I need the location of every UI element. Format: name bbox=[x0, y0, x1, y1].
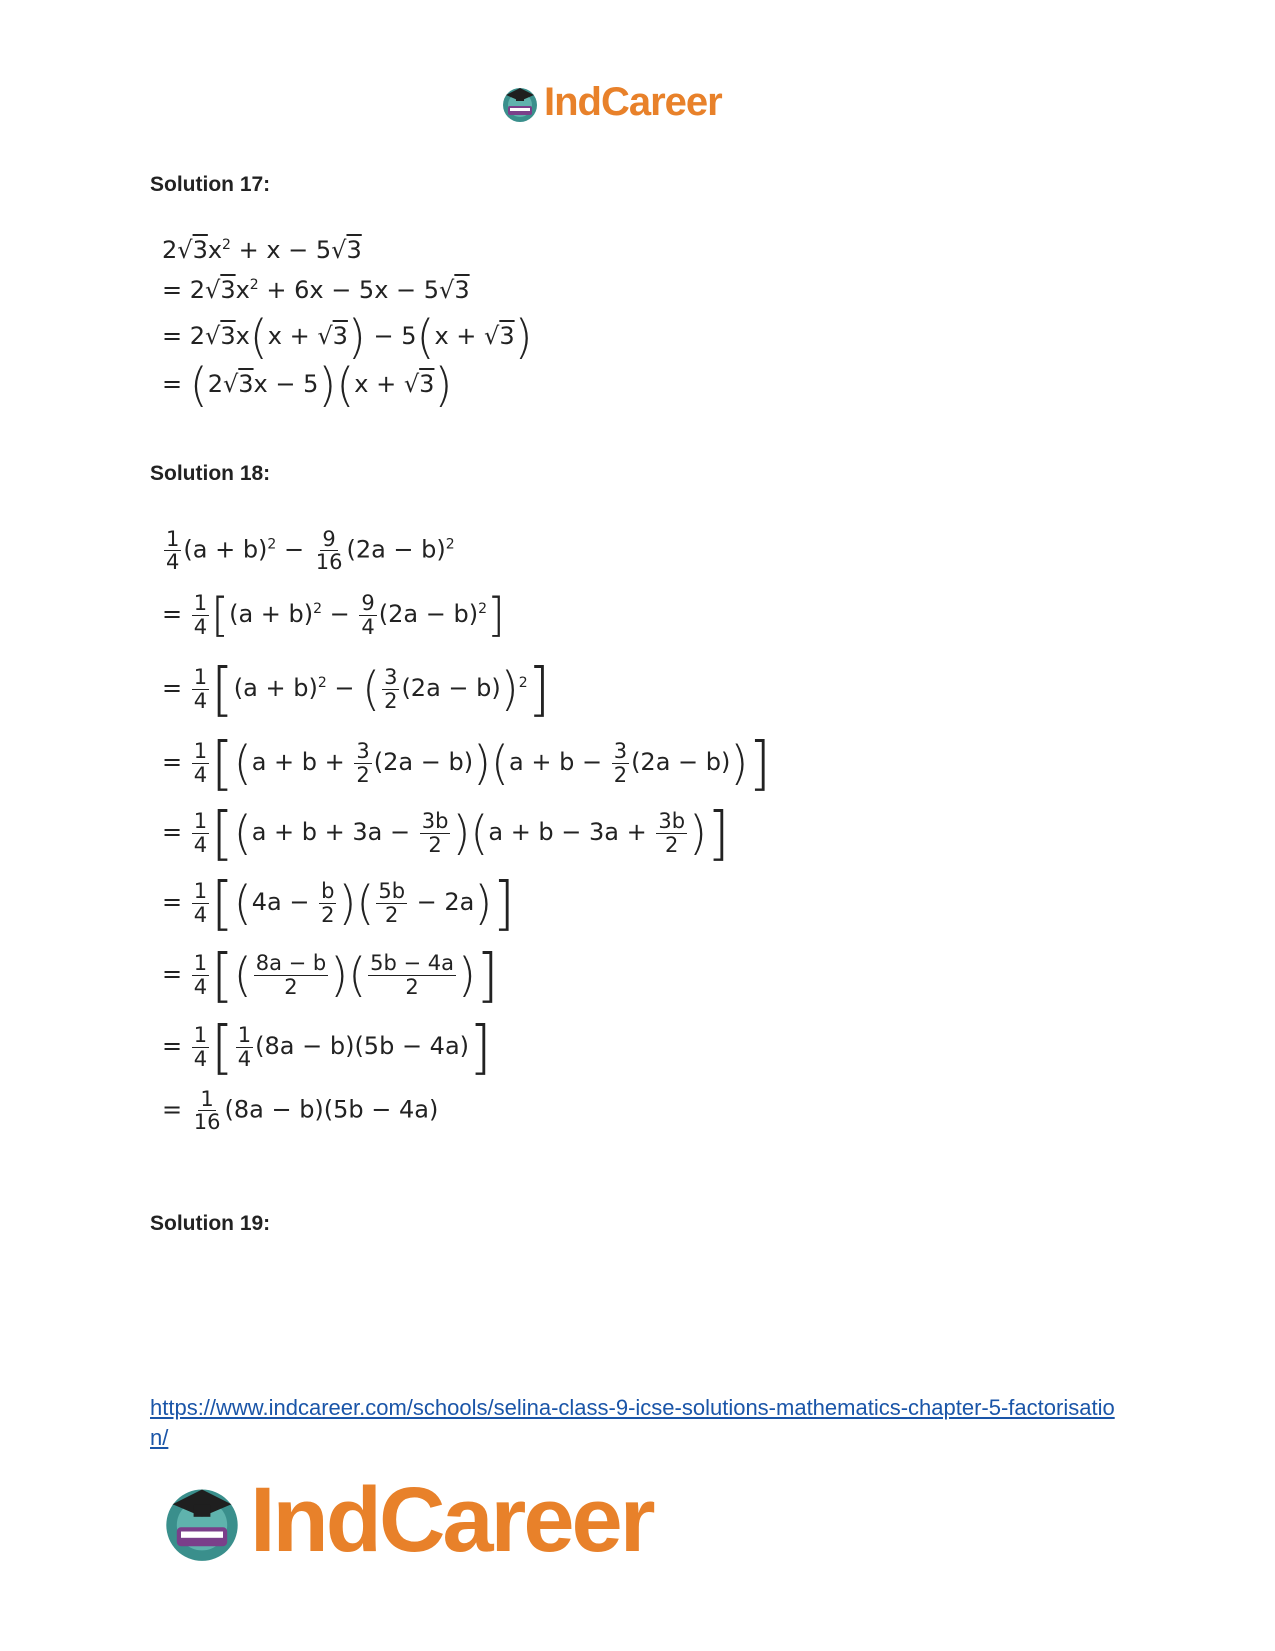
header-logo bbox=[500, 80, 722, 125]
math-line: = $\frac{1}{4}$ [$(a + b)^2$ − $\frac{9}{4}$ $(2a - b)^2$] bbox=[162, 588, 505, 642]
math-line: $2√3x^2 + x - 5√3$ bbox=[162, 236, 362, 264]
math-line: $\frac{1}{4}$ $(a + b)^2$ − $\frac{9}{16}$ $(2a - b)^2$ bbox=[166, 527, 455, 575]
solution-19-heading: Solution 19: bbox=[150, 1212, 271, 1235]
math-line: = 2√3x(x + √3) − 5(x + √3) bbox=[162, 310, 533, 364]
logo-text: IndCareer bbox=[250, 1469, 653, 1571]
math-line: = $\frac{1}{4}$ [( $\frac{8a - b}{2}$ )( $\frac{5b - 4a}{2}$ )] bbox=[162, 941, 499, 1009]
logo-text: IndCareer bbox=[544, 80, 722, 124]
graduation-cap-book-globe-icon bbox=[500, 83, 540, 123]
source-link[interactable]: https://www.indcareer.com/schools/selina-class-9-icse-solutions-mathematics-chapter-5-factorisation/ bbox=[150, 1395, 1115, 1450]
solution-18-heading: Solution 18: bbox=[150, 462, 271, 485]
math-line: = $\frac{1}{4}$ [(a + b + $\frac{3}{2}$ (2a − b))(a + b − $\frac{3}{2}$ (2a − b))] bbox=[162, 729, 771, 797]
math-line: = $\frac{1}{4}$ [(4a − $\frac{b}{2}$ )( $\frac{5b}{2}$ − 2a)] bbox=[162, 869, 515, 937]
math-line: = (2√3x − 5)(x + √3) bbox=[162, 358, 453, 412]
graduation-cap-book-globe-icon bbox=[160, 1479, 244, 1563]
math-line: = $\frac{1}{4}$ [(a + b + 3a − $\frac{3b}{2}$ )(a + b − 3a + $\frac{3b}{2}$ )] bbox=[162, 799, 730, 867]
footer-logo bbox=[160, 1468, 653, 1573]
math-line: = $2√3x^2 + 6x - 5x - 5√3$ bbox=[162, 276, 470, 304]
math-line: = $\frac{1}{16}$ (8a − b)(5b − 4a) bbox=[162, 1087, 439, 1135]
math-line: = $\frac{1}{4}$ [ $\frac{1}{4}$ (8a − b)(5b − 4a)] bbox=[162, 1013, 492, 1081]
math-line: = $\frac{1}{4}$ [$(a + b)^2$ − ( $\frac{3}{2}$ (2a − b))$^2$] bbox=[162, 655, 551, 723]
solution-17-heading: Solution 17: bbox=[150, 173, 271, 196]
